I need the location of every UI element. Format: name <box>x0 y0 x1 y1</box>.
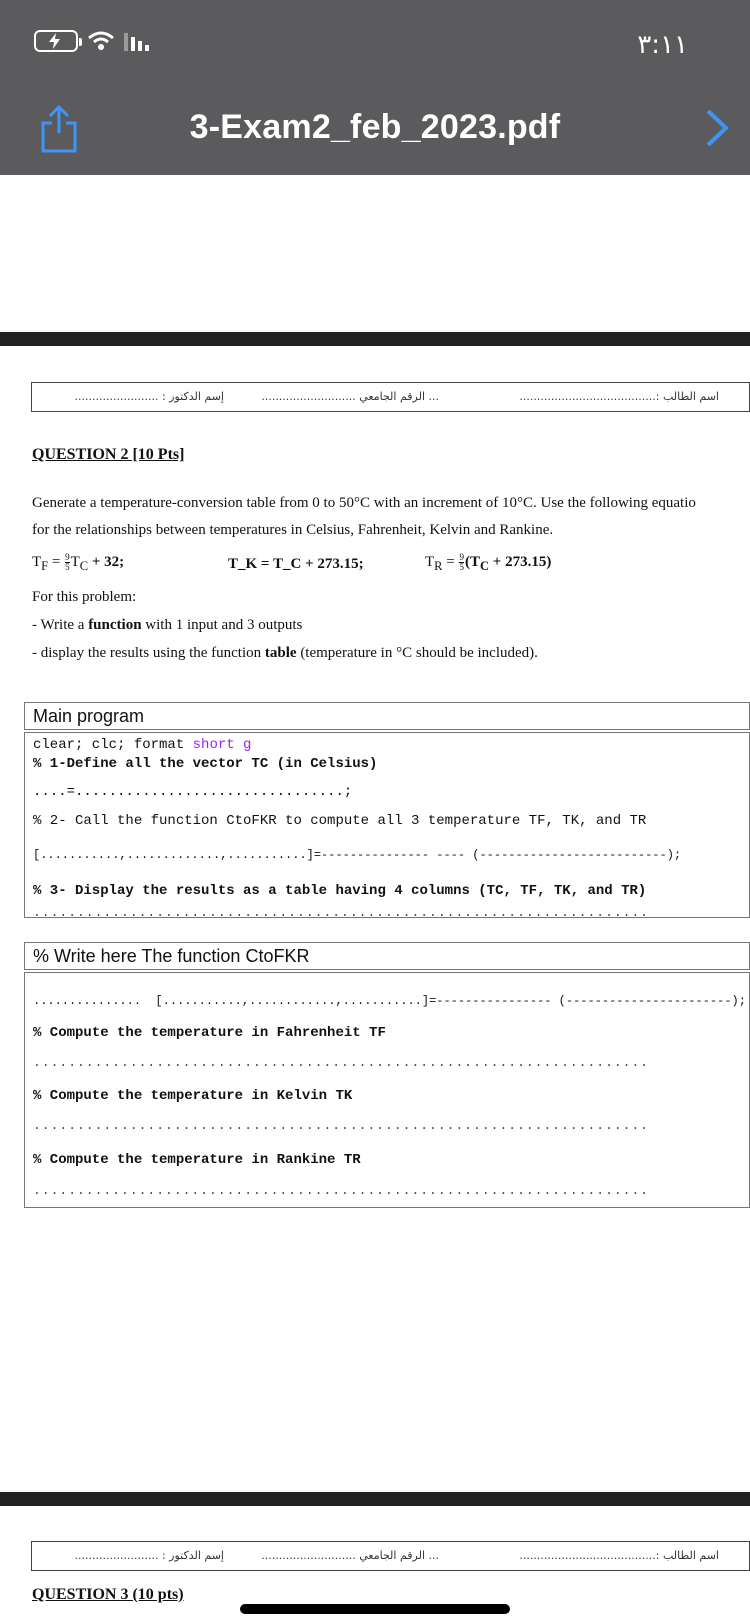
function-signature-blank: ............... [...........,............,...........]=---------------- (-----------------------); <box>33 994 746 1008</box>
signal-icon <box>124 31 154 51</box>
student-info-header-2 <box>31 1541 750 1571</box>
top-bar <box>0 0 750 175</box>
function-heading: % Write here The function CtoFKR <box>24 942 750 970</box>
status-time: ٣:١١ <box>637 30 688 60</box>
question-2-line-2: for the relationships between temperatures in Celsius, Fahrenheit, Kelvin and Rankine. <box>32 522 554 538</box>
status-icons <box>34 30 154 52</box>
student-name-field: اسم الطالب :....................................... <box>519 390 719 403</box>
code-comment-rankine: % Compute the temperature in Rankine TR <box>33 1152 361 1168</box>
code-comment-kelvin: % Compute the temperature in Kelvin TK <box>33 1088 353 1104</box>
formula-tr: $T_R$ = $\frac{9}{5}$ $(T_C + 273.15)$ <box>425 552 552 573</box>
chevron-right-icon[interactable] <box>704 108 730 153</box>
home-indicator[interactable] <box>240 1604 510 1614</box>
main-program-heading: Main program <box>24 702 750 730</box>
question-2-title: QUESTION 2 [10 Pts] <box>32 446 185 463</box>
battery-charging-icon <box>34 30 78 52</box>
code-comment-define: % 1-Define all the vector TC (in Celsius) <box>33 756 378 772</box>
student-name-field-2: اسم الطالب :....................................... <box>519 1549 719 1562</box>
page-divider <box>0 332 750 346</box>
student-id-field-2: ... الرقم الجامعي ........................... <box>261 1549 439 1562</box>
code-blank-fahrenheit: ...................................................................... <box>33 1055 650 1070</box>
question-3-title: QUESTION 3 (10 pts) <box>32 1586 184 1603</box>
bullet-display: - display the results using the function table (temperature in °C should be included). <box>32 645 538 661</box>
for-problem-label: For this problem: <box>32 589 137 605</box>
code-blank-display: ...................................................................... <box>33 905 650 920</box>
code-blank-tc: ....=................................; <box>33 784 353 800</box>
code-comment-display: % 3- Display the results as a table having 4 columns (TC, TF, TK, and TR) <box>33 883 647 899</box>
student-id-field: ... الرقم الجامعي ........................... <box>261 390 439 403</box>
bullet-function: - Write a function with 1 input and 3 outputs <box>32 617 303 633</box>
page-divider-2 <box>0 1492 750 1506</box>
document-title: 3-Exam2_feb_2023.pdf <box>189 108 561 146</box>
code-blank-call: [...........,.............,...........]=--------------- ---- (--------------------------); <box>33 848 682 862</box>
code-comment-call: % 2- Call the function CtoFKR to compute all 3 temperature TF, TK, and TR <box>33 813 647 829</box>
code-comment-fahrenheit: % Compute the temperature in Fahrenheit TF <box>33 1025 386 1041</box>
formula-tf: $T_F$ = $\frac{9}{5}$ $T_C + 32$; <box>32 552 125 573</box>
student-info-header <box>31 382 750 412</box>
code-blank-rankine: ...................................................................... <box>33 1183 650 1198</box>
doctor-name-field: إسم الدكتور : ........................ <box>74 390 224 403</box>
formula-tk: T_K = T_C + 273.15; <box>228 556 364 572</box>
doctor-name-field-2: إسم الدكتور : ........................ <box>74 1549 224 1562</box>
question-2-line-1: Generate a temperature-conversion table from 0 to 50°C with an increment of 10°C. Use the following equatio <box>32 495 696 511</box>
code-blank-kelvin: ...................................................................... <box>33 1118 650 1133</box>
code-line-clear: clear; clc; format short g <box>33 737 252 753</box>
wifi-icon <box>88 31 114 51</box>
